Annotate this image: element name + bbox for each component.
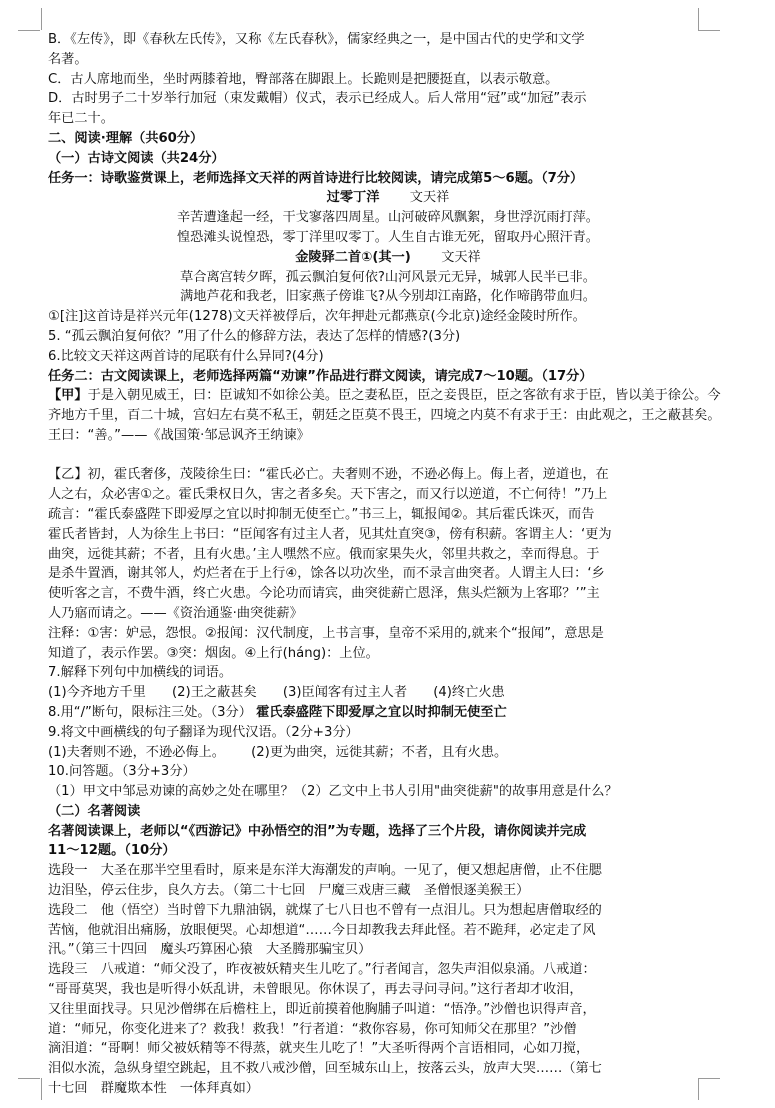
poem-1-line-2: 惶恐滩头说惶恐，零丁洋里叹零丁。人生自古谁无死，留取丹心照汗青。: [177, 229, 599, 245]
passage-line-3: 选段二 他（悟空）当时曾下九鼎油锅，就煤了七八日也不曾有一点泪儿。只为想起唐僧取经的: [48, 902, 602, 918]
passage-jia-text: 于是入朝见威王，曰：臣诚知不如徐公美。臣之妻私臣，臣之妾畏臣，臣之客欲有求于臣，皆以美于徐公。今齐地方千里，百二十城，宫妇左右莫不私王，朝廷之臣莫不畏王，四境之内莫不有求于王：由此观之，王之蔽甚矣。王曰：“善。”——《战国策·邹忌讽齐王纳谏》: [48, 388, 721, 443]
question-8: [48, 703, 728, 723]
passage-yi-line-3: 疏言：“霍氏泰盛陛下即爱厚之宜以时抑制无使至亡。”书三上，辄报闻②。其后霍氏诛灭，而告: [48, 506, 595, 522]
question-9-item-1: (1)夫奢则不逊，不逊必侮上。: [48, 744, 225, 760]
subsection-classics: （二）名著阅读: [48, 803, 141, 819]
passage-yi-line-2: 人之右，众必害①之。霍氏秉权日久，害之者多矣。天下害之，而又行以逆道，不亡何待！”乃上: [48, 487, 608, 503]
notes-line-2: 知道了，表示作罢。③突：烟囱。④上行(háng)：上位。: [48, 645, 379, 661]
passage-jia-label: 【甲】: [48, 388, 88, 404]
question-7-items: [48, 683, 728, 703]
question-7-item-4: (4)终亡火患: [433, 685, 505, 701]
question-5: 5. “孤云飘泊复何依？”用了什么的修辞方法，表达了怎样的情感?(3分): [48, 328, 461, 344]
option-d-line-1: D．古时男子二十岁举行加冠（束发戴帽）仪式，表示已经成人。后人常用“冠”或“加冠”表示: [48, 91, 587, 107]
option-b-line-2: 名著。: [48, 51, 88, 67]
question-7: 7.解释下列句中加横线的词语。: [48, 665, 233, 681]
crop-mark-bottom-left-h: [18, 1078, 40, 1080]
option-b-line-1: B．《左传》，即《春秋左氏传》，又称《左氏春秋》，儒家经典之一，是中国古代的史学和文学: [48, 32, 585, 47]
task-one: 任务一：诗歌鉴赏课上，老师选择文天祥的两首诗进行比较阅读，请完成第5～6题。（7分）: [48, 170, 584, 186]
poem-2-line-1: 草合离宫转夕晖，孤云飘泊复何依?山河风景元无异，城郭人民半已非。: [180, 269, 596, 285]
crop-mark-top-right: [697, 8, 699, 30]
passage-line-12: 十七回 群魔欺本性 一体拜真如）: [48, 1081, 259, 1097]
option-c: C．古人席地而坐，坐时两膝着地，臀部落在脚跟上。长跪则是把腰挺直，以表示敬意。: [48, 71, 559, 87]
poem-2-heading: [48, 248, 728, 268]
question-7-item-3: (3)臣闻客有过主人者: [282, 685, 408, 701]
question-7-item-1: (1)今齐地方千里: [48, 685, 146, 701]
question-10-text: （1）甲文中邹忌劝谏的高妙之处在哪里？（2）乙文中上书人引用"曲突徙薪"的故事用意是什么？: [48, 784, 618, 800]
task-three-line-2: 11～12题。（10分）: [48, 843, 176, 859]
passage-line-7: “哥哥莫哭，我也是听得小妖乱讲，未曾眼见。你休误了，再去寻问寻问。”这行者却才收泪，: [48, 982, 583, 998]
poem-note: ①[注]这首诗是祥兴元年(1278)文天祥被俘后，次年押赴元都燕京(今北京)途经金陵时所作。: [48, 309, 586, 325]
passage-yi-line-4: 霍氏者皆封，人为徐生上书曰：“臣闻客有过主人者，见其灶直突③，傍有积薪。客谓主人：‘更为: [48, 526, 612, 542]
passage-yi-line-7: 使听客之言，不费牛酒，终亡火患。今论功而请宾，曲突徙薪亡恩泽，焦头烂额为上客耶？’”主: [48, 586, 600, 602]
poem-1-heading: [48, 188, 728, 208]
passage-yi-line-8: 人乃寤而请之。——《资治通鉴·曲突徙薪》: [48, 605, 303, 621]
passage-line-1: 选段一 大圣在那半空里看时，原来是东洋大海潮发的声响。一见了，便又想起唐僧，止不住腮: [48, 863, 602, 879]
passage-line-6: 选段三 八戒道：“师父没了，昨夜被妖精夹生儿吃了。”行者闻言，忽失声泪似泉涌。八戒道：: [48, 962, 596, 978]
task-two: 任务二：古文阅读课上，老师选择两篇“劝谏”作品进行群文阅读，请完成7～10题。（17分）: [48, 368, 593, 384]
question-8-prompt: 8.用“/”断句，限标注三处。（3分）: [48, 704, 252, 720]
task-three-line-1: 名著阅读课上，老师以“《西游记》中孙悟空的泪”为专题，选择了三个片段，请你阅读并完成: [48, 823, 587, 839]
crop-mark-top-left: [40, 8, 42, 30]
passage-jia: [48, 386, 728, 465]
passage-line-11: 泪似水流，急纵身望空跳起，且不救八戒沙僧，回至城东山上，按落云头，放声大哭……（第七: [48, 1061, 602, 1077]
poem-2-line-2: 满地芦花和我老，旧家燕子傍谁飞?从今别却江南路，化作啼鹃带血归。: [180, 289, 596, 305]
exam-page: [48, 30, 728, 1099]
poem-1-line-1: 辛苦遭逢起一经，干戈寥落四周星。山河破碎风飘絮，身世浮沉雨打萍。: [177, 210, 599, 226]
passage-line-10: 滴泪道：“哥啊！师父被妖精等不得蒸，就夹生儿吃了！”大圣听得两个言语相同，心如刀搅，: [48, 1041, 590, 1057]
passage-yi-line-6: 是杀牛置酒，谢其邻人，灼烂者在于上行④，馀各以功次坐，而不录言曲突者。人谓主人曰：‘乡: [48, 566, 605, 582]
passage-line-4: 苦恼，他就泪出痛肠，放眼便哭。心却想道“……今日却教我去拜此怪。若不跪拜，必定走了风: [48, 922, 596, 938]
crop-mark-top-left-h: [18, 30, 40, 32]
poem-2-author: 文天祥: [441, 249, 481, 265]
passage-line-5: 汛。”（第三十四回 魔头巧算困心猿 大圣腾那骗宝贝）: [48, 942, 372, 958]
crop-mark-bottom-left: [40, 1078, 42, 1100]
question-7-item-2: (2)王之蔽甚矣: [172, 685, 257, 701]
poem-2-title: 金陵驿二首①(其一): [295, 249, 411, 265]
notes-line-1: 注释：①害：妒忌，怨恨。②报闻：汉代制度，上书言事，皇帝不采用的,就来个“报闻”，意思是: [48, 625, 604, 641]
question-9-item-2: (2)更为曲突，远徙其薪；不者，且有火患。: [251, 744, 508, 760]
passage-line-2: 边泪坠，停云住步，良久方去。（第二十七回 尸魔三戏唐三藏 圣僧恨逐美猴王）: [48, 883, 530, 899]
poem-1-title: 过零丁洋: [326, 190, 380, 206]
subsection-poetry-prose: （一）古诗文阅读（共24分）: [48, 150, 225, 166]
passage-yi-line-5: 曲突，远徙其薪；不者，且有火患。’主人嘿然不应。俄而家果失火，邻里共救之，幸而得息。于: [48, 546, 600, 562]
passage-line-9: 道：“师兄，你变化进来了？救我！救我！”行者道：“救你容易，你可知师父在那里？”沙僧: [48, 1021, 577, 1037]
option-d-line-2: 年已二十。: [48, 111, 114, 127]
passage-yi-line-1: 【乙】初，霍氏奢侈，茂陵徐生曰：“霍氏必亡。夫奢则不逊，不逊必侮上。侮上者，逆道也，在: [48, 467, 609, 483]
poem-1-author: 文天祥: [409, 190, 450, 206]
passage-line-8: 又往里面找寻。只见沙僧绑在后檐柱上，即近前摸着他胸脯子叫道：“悟净。”沙僧也识得声音，: [48, 1001, 596, 1017]
question-6: 6.比较文天祥这两首诗的尾联有什么异同?(4分): [48, 348, 324, 364]
question-9-items: [48, 743, 728, 763]
question-10: 10.问答题。（3分+3分）: [48, 764, 196, 780]
section-heading: 二、阅读·理解（共60分）: [48, 130, 204, 146]
question-8-sentence: 霍氏泰盛陛下即爱厚之宜以时抑制无使至亡: [256, 704, 507, 720]
question-9: 9.将文中画横线的句子翻译为现代汉语。（2分+3分）: [48, 724, 359, 740]
